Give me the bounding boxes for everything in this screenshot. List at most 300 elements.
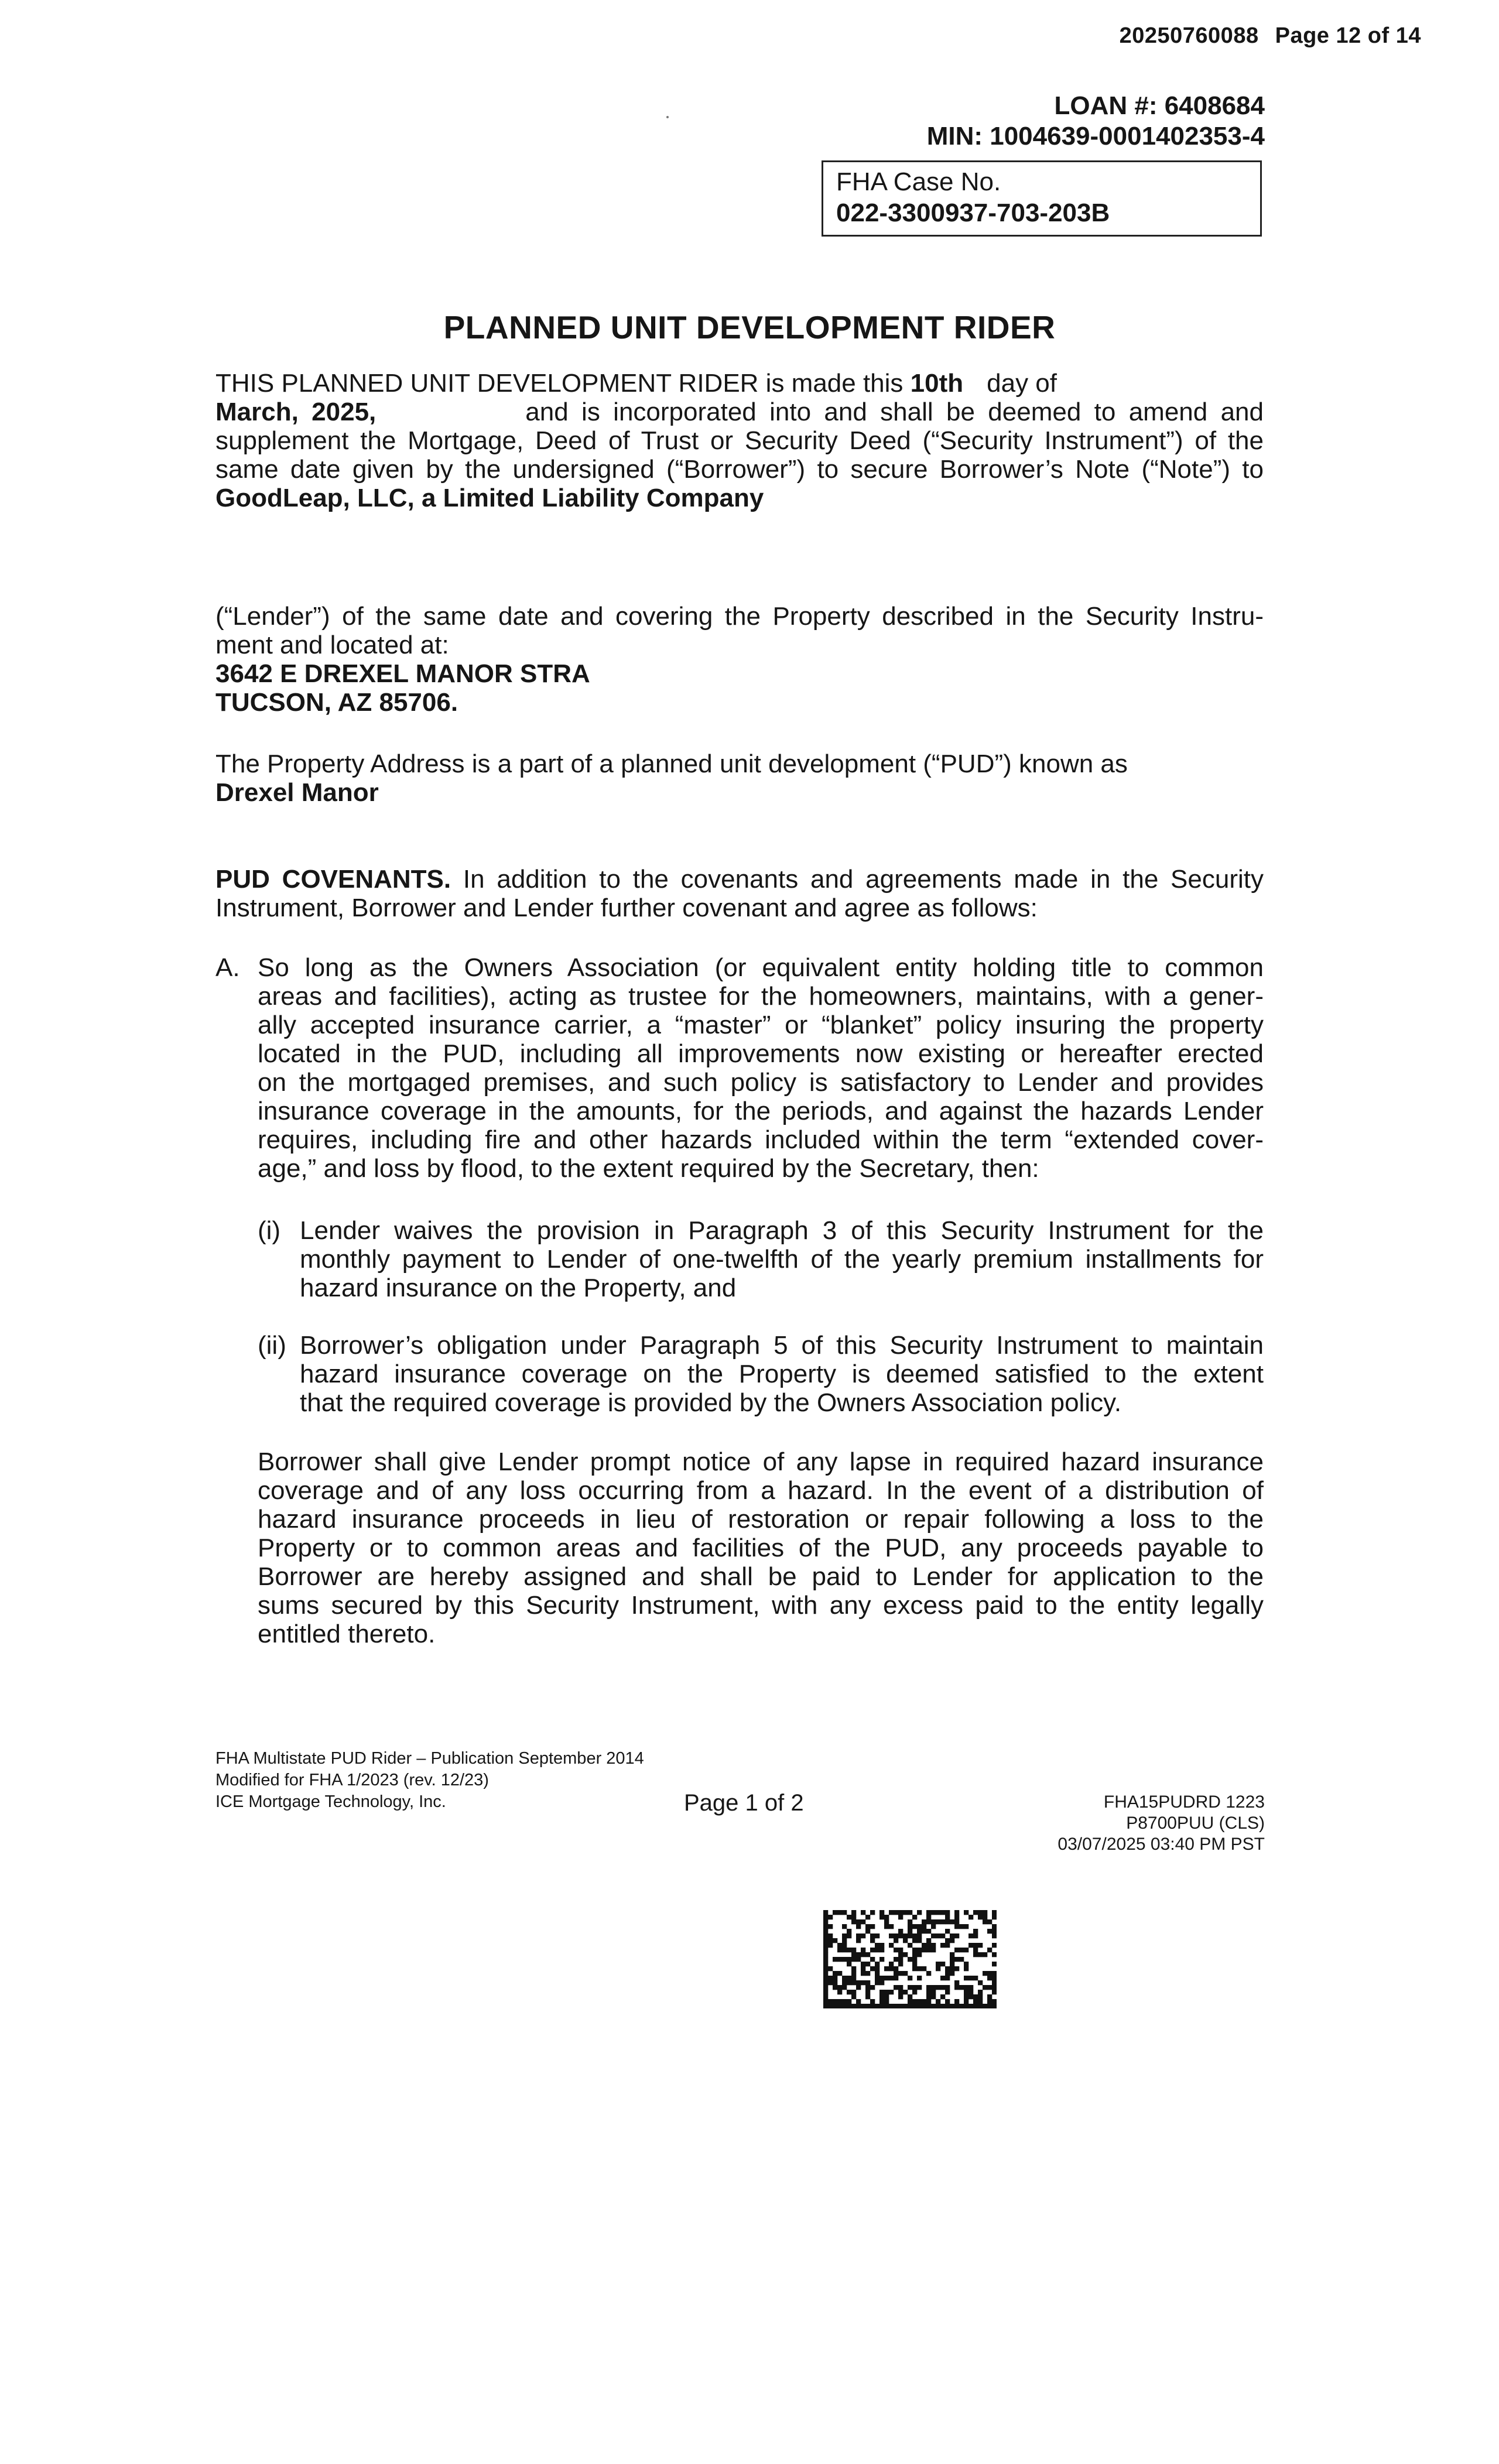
barcode-module <box>870 1957 875 1962</box>
barcode-module <box>917 1976 922 1980</box>
barcode-module <box>992 1943 997 1948</box>
barcode-module <box>987 1999 992 2004</box>
barcode-module <box>964 1985 968 1990</box>
barcode-module <box>851 1957 856 1962</box>
barcode-module <box>917 1929 922 1933</box>
barcode-module <box>889 1962 894 1966</box>
barcode-module <box>992 1999 997 2004</box>
barcode-module <box>950 1933 954 1938</box>
barcode-module <box>926 1999 931 2004</box>
fha-case-label: FHA Case No. <box>836 167 1001 196</box>
barcode-module <box>936 1999 940 2004</box>
barcode-module <box>865 1915 870 1919</box>
barcode-module <box>922 1929 926 1933</box>
scan-speck <box>666 116 669 118</box>
fha-case-number: 022-3300937-703-203B <box>836 199 1110 227</box>
barcode-module <box>945 1943 950 1948</box>
barcode-module <box>940 1919 945 1924</box>
barcode-module <box>968 1943 973 1948</box>
barcode-module <box>926 1919 931 1924</box>
intro-text-a: THIS PLANNED UNIT DEVELOPMENT RIDER is made this <box>215 369 911 398</box>
barcode-module <box>875 1943 879 1948</box>
barcode-module <box>856 1980 861 1985</box>
intro-paragraph <box>215 369 1264 512</box>
barcode-module <box>978 1943 983 1948</box>
barcode-module <box>861 1971 865 1976</box>
notice-paragraph <box>258 1447 1264 1648</box>
barcode-module <box>964 1999 968 2004</box>
barcode-module <box>968 2004 973 2008</box>
barcode-module <box>978 1994 983 1999</box>
barcode-module <box>851 1915 856 1919</box>
barcode-module <box>992 1933 997 1938</box>
barcode-module <box>992 1952 997 1957</box>
barcode-module <box>894 2004 898 2008</box>
barcode-module <box>823 1957 828 1962</box>
barcode-module <box>894 1976 898 1980</box>
barcode-module <box>964 1962 968 1966</box>
barcode-module <box>950 1919 954 1924</box>
barcode-module <box>875 1948 879 1952</box>
barcode-module <box>903 1933 908 1938</box>
barcode-module <box>945 1990 950 1994</box>
barcode-module <box>828 1924 833 1929</box>
barcode-module <box>912 1966 917 1971</box>
barcode-module <box>945 1929 950 1933</box>
barcode-module <box>973 1952 978 1957</box>
barcode-module <box>983 1915 987 1919</box>
barcode-module <box>889 2004 894 2008</box>
barcode-module <box>964 2004 968 2008</box>
barcode-module <box>950 1952 954 1957</box>
property-address-line-2: TUCSON, AZ 85706. <box>215 688 458 717</box>
barcode-module <box>940 1910 945 1915</box>
barcode-module <box>973 1910 978 1915</box>
barcode-module <box>973 1976 978 1980</box>
barcode-module <box>828 1999 833 2004</box>
barcode-module <box>912 2004 917 2008</box>
section-a-line: insurance coverage in the amounts, for the periods, and against the hazards Lender <box>258 1097 1264 1125</box>
barcode-module <box>945 1919 950 1924</box>
intro-line-3: supplement the Mortgage, Deed of Trust or Security Deed (“Security Instrument”) of the <box>215 426 1264 455</box>
barcode-module <box>861 1919 865 1924</box>
barcode-module <box>954 1910 959 1915</box>
document-number: 20250760088 <box>1119 23 1259 48</box>
barcode-module <box>865 1962 870 1966</box>
barcode-module <box>912 1933 917 1938</box>
barcode-module <box>912 1990 917 1994</box>
intro-date: March, 2025, <box>215 398 377 426</box>
barcode-module <box>837 1943 842 1948</box>
barcode-module <box>837 1985 842 1990</box>
lender-line-1: (“Lender”) of the same date and covering the Property described in the Security Instru- <box>215 602 1264 631</box>
covenants-line-1 <box>215 865 1264 894</box>
footer-left-line-2: Modified for FHA 1/2023 (rev. 12/23) <box>215 1771 489 1789</box>
barcode-module <box>828 1966 833 1971</box>
barcode-module <box>922 1999 926 2004</box>
barcode-module <box>992 1915 997 1919</box>
barcode-module <box>823 1980 828 1985</box>
barcode-module <box>912 1985 917 1990</box>
barcode-module <box>908 1933 912 1938</box>
barcode-module <box>875 1933 879 1938</box>
barcode-module <box>931 1919 936 1924</box>
barcode-module <box>898 1929 903 1933</box>
section-a-line: areas and facilities), acting as trustee for the homeowners, maintains, with a gener- <box>258 982 1264 1011</box>
barcode-module <box>861 1948 865 1952</box>
item-ii-marker: (ii) <box>258 1331 286 1360</box>
barcode-module <box>879 1948 884 1952</box>
barcode-module <box>987 1985 992 1990</box>
barcode-module <box>889 1933 894 1938</box>
barcode-module <box>865 1980 870 1985</box>
barcode-module <box>856 1952 861 1957</box>
barcode-module <box>987 1929 992 1933</box>
barcode-module <box>833 1985 837 1990</box>
barcode-module <box>950 1962 954 1966</box>
barcode-module <box>926 1915 931 1919</box>
barcode-module <box>917 2004 922 2008</box>
lender-paragraph <box>215 602 1264 717</box>
barcode-module <box>908 1943 912 1948</box>
barcode-module <box>992 1980 997 1985</box>
barcode-module <box>983 1952 987 1957</box>
barcode-module <box>847 1962 851 1966</box>
intro-day: 10th <box>910 369 964 398</box>
barcode-module <box>861 1962 865 1966</box>
section-a-line: requires, including fire and other hazards included within the term “extended cover- <box>258 1125 1264 1154</box>
barcode-module <box>870 1938 875 1943</box>
barcode-module <box>908 1910 912 1915</box>
barcode-module <box>884 1990 889 1994</box>
barcode-module <box>898 1985 903 1990</box>
item-i-line: Lender waives the provision in Paragraph 3 of this Security Instrument for the <box>300 1216 1264 1245</box>
barcode-module <box>973 1999 978 2004</box>
barcode-module <box>875 1962 879 1966</box>
barcode-module <box>894 1938 898 1943</box>
barcode-module <box>987 1971 992 1976</box>
barcode-module <box>861 1933 865 1938</box>
barcode-module <box>823 1962 828 1966</box>
barcode-module <box>926 1994 931 1999</box>
barcode-module <box>940 1976 945 1980</box>
barcode-module <box>842 1976 847 1980</box>
barcode-module <box>833 2004 837 2008</box>
barcode-module <box>926 1910 931 1915</box>
barcode-module <box>861 1966 865 1971</box>
barcode-module <box>898 1915 903 1919</box>
barcode-module <box>903 1938 908 1943</box>
barcode-module <box>945 1938 950 1943</box>
barcode-module <box>828 1976 833 1980</box>
barcode-module <box>945 2004 950 2008</box>
barcode-module <box>823 1994 828 1999</box>
covenants-paragraph <box>215 865 1264 922</box>
barcode-module <box>889 1943 894 1948</box>
barcode-module <box>954 1915 959 1919</box>
barcode-module <box>983 2004 987 2008</box>
barcode-module <box>964 1990 968 1994</box>
barcode-module <box>851 1994 856 1999</box>
barcode-module <box>833 1971 837 1976</box>
pud-paragraph <box>215 750 1264 807</box>
barcode-module <box>983 1910 987 1915</box>
barcode-module <box>954 1919 959 1924</box>
notice-line: Borrower shall give Lender prompt notice of any lapse in required hazard insurance <box>258 1447 1264 1476</box>
barcode-module <box>884 1924 889 1929</box>
footer-publication <box>215 1748 644 1813</box>
barcode-module <box>847 1948 851 1952</box>
barcode-module <box>908 1976 912 1980</box>
barcode-module <box>823 1929 828 1933</box>
barcode-module <box>968 1985 973 1990</box>
barcode-module <box>973 2004 978 2008</box>
barcode-module <box>833 1910 837 1915</box>
section-a-line: ally accepted insurance carrier, a “master” or “blanket” policy insuring the property <box>258 1011 1264 1039</box>
barcode-module <box>861 1980 865 1985</box>
footer-left-line-3: ICE Mortgage Technology, Inc. <box>215 1792 446 1811</box>
barcode-module <box>917 1938 922 1943</box>
barcode-module <box>931 1910 936 1915</box>
barcode-module <box>870 1985 875 1990</box>
page-indicator: Page 12 of 14 <box>1275 23 1421 48</box>
section-a-line: So long as the Owners Association (or equivalent entity holding title to common <box>258 953 1264 982</box>
item-i-line: monthly payment to Lender of one-twelfth of the yearly premium installments for <box>300 1245 1264 1274</box>
barcode-module <box>931 1990 936 1994</box>
barcode-module <box>964 1966 968 1971</box>
barcode-module <box>978 1952 983 1957</box>
barcode-module <box>842 1924 847 1929</box>
barcode-module <box>992 1990 997 1994</box>
barcode-module <box>964 1948 968 1952</box>
barcode-module <box>837 1999 842 2004</box>
barcode-module <box>828 1933 833 1938</box>
barcode-module <box>912 1999 917 2004</box>
barcode-module <box>823 1971 828 1976</box>
barcode-module <box>917 1948 922 1952</box>
barcode-module <box>912 1948 917 1952</box>
footer-right-line-1: FHA15PUDRD 1223 <box>1103 1792 1265 1812</box>
section-a-line: on the mortgaged premises, and such policy is satisfactory to Lender and provides <box>258 1068 1264 1097</box>
barcode-module <box>917 1999 922 2004</box>
barcode-module <box>847 1929 851 1933</box>
barcode-module <box>847 1976 851 1980</box>
barcode-module <box>973 1929 978 1933</box>
barcode-module <box>889 1910 894 1915</box>
barcode-module <box>847 1933 851 1938</box>
barcode-module <box>992 1962 997 1966</box>
item-i-text <box>300 1216 1264 1302</box>
barcode-module <box>875 1980 879 1985</box>
barcode-module <box>870 1948 875 1952</box>
barcode-module <box>973 1948 978 1952</box>
barcode-module <box>964 1910 968 1915</box>
barcode-module <box>851 1966 856 1971</box>
barcode-module <box>870 1924 875 1929</box>
barcode-module <box>954 1985 959 1990</box>
barcode-module <box>954 1966 959 1971</box>
barcode-module <box>945 1971 950 1976</box>
barcode-module <box>865 1994 870 1999</box>
barcode-module <box>823 1985 828 1990</box>
barcode-module <box>898 2004 903 2008</box>
barcode-module <box>879 1957 884 1962</box>
lender-line-2: ment and located at: <box>215 631 449 659</box>
barcode-module <box>931 1943 936 1948</box>
barcode-module <box>968 1976 973 1980</box>
section-a-line: age,” and loss by flood, to the extent required by the Secretary, then: <box>258 1154 1039 1183</box>
barcode-module <box>884 1999 889 2004</box>
intro-line-1 <box>215 369 1264 398</box>
barcode-module <box>992 1976 997 1980</box>
barcode-module <box>842 1980 847 1985</box>
barcode-module <box>828 1980 833 1985</box>
barcode-module <box>912 1915 917 1919</box>
barcode-module <box>884 1966 889 1971</box>
barcode-module <box>968 1990 973 1994</box>
footer-form-codes <box>1057 1792 1265 1855</box>
barcode-module <box>879 1910 884 1915</box>
barcode-module <box>823 1915 828 1919</box>
barcode-module <box>847 1957 851 1962</box>
notice-line: sums secured by this Security Instrument, with any excess paid to the entity legally <box>258 1591 1264 1620</box>
barcode-module <box>884 1976 889 1980</box>
barcode-module <box>945 1910 950 1915</box>
barcode-module <box>898 1933 903 1938</box>
barcode-module <box>926 1990 931 1994</box>
barcode-module <box>936 1985 940 1990</box>
barcode-module <box>894 1910 898 1915</box>
item-i-marker: (i) <box>258 1216 281 1245</box>
barcode-module <box>842 1999 847 2004</box>
intro-line-4: same date given by the undersigned (“Borrower”) to secure Borrower’s Note (“Note”) to <box>215 455 1264 484</box>
barcode-module <box>823 1976 828 1980</box>
barcode-module <box>917 1924 922 1929</box>
barcode-module <box>917 1952 922 1957</box>
barcode-module <box>922 1966 926 1971</box>
barcode-module <box>898 1957 903 1962</box>
barcode-module <box>908 1994 912 1999</box>
barcode-module <box>875 1971 879 1976</box>
barcode-module <box>931 1948 936 1952</box>
barcode-module <box>847 2004 851 2008</box>
barcode-module <box>926 1938 931 1943</box>
barcode-module <box>851 1976 856 1980</box>
barcode-module <box>903 1910 908 1915</box>
barcode-module <box>950 1971 954 1976</box>
notice-line: coverage and of any loss occurring from a hazard. In the event of a distribution of <box>258 1476 1264 1505</box>
barcode-module <box>894 1971 898 1976</box>
barcode-module <box>992 2004 997 2008</box>
barcode-module <box>861 1952 865 1957</box>
barcode-module <box>865 2004 870 2008</box>
barcode-module <box>908 1929 912 1933</box>
covenants-line-2: Instrument, Borrower and Lender further covenant and agree as follows: <box>215 894 1038 922</box>
barcode-module <box>851 1919 856 1924</box>
barcode-module <box>903 1971 908 1976</box>
intro-text-b: day of <box>987 369 1057 398</box>
barcode-module <box>978 1910 983 1915</box>
covenants-text-1: In addition to the covenants and agreements made in the Security <box>451 865 1264 894</box>
barcode-module <box>879 1994 884 1999</box>
barcode-module <box>842 1910 847 1915</box>
barcode-module <box>912 1952 917 1957</box>
barcode-module <box>898 1910 903 1915</box>
barcode-module <box>847 1980 851 1985</box>
notice-line: Borrower are hereby assigned and shall be paid to Lender for application to the <box>258 1562 1264 1591</box>
barcode-module <box>889 1976 894 1980</box>
barcode-module <box>894 1948 898 1952</box>
barcode-module <box>945 1915 950 1919</box>
barcode-module <box>851 1948 856 1952</box>
barcode-module <box>865 1952 870 1957</box>
barcode-module <box>945 1976 950 1980</box>
barcode-module <box>936 1919 940 1924</box>
barcode-module <box>954 1980 959 1985</box>
barcode-module <box>931 1985 936 1990</box>
lender-name: GoodLeap, LLC, a Limited Liability Company <box>215 484 764 512</box>
barcode-module <box>903 2004 908 2008</box>
barcode-module <box>856 1999 861 2004</box>
barcode-module <box>823 1943 828 1948</box>
barcode-module <box>954 2004 959 2008</box>
barcode-module <box>879 2004 884 2008</box>
barcode-module <box>992 1929 997 1933</box>
footer-right-line-2: P8700PUU (CLS) <box>1126 1813 1265 1833</box>
barcode-module <box>856 1933 861 1938</box>
barcode-module <box>870 1966 875 1971</box>
barcode-module <box>823 1924 828 1929</box>
barcode-module <box>936 1962 940 1966</box>
barcode-module <box>823 1910 828 1915</box>
barcode-module <box>945 1999 950 2004</box>
barcode-module <box>828 2004 833 2008</box>
barcode-module <box>898 1952 903 1957</box>
barcode-module <box>903 1990 908 1994</box>
barcode-module <box>950 1957 954 1962</box>
barcode-module <box>936 1966 940 1971</box>
barcode-module <box>879 1999 884 2004</box>
barcode-module <box>833 1938 837 1943</box>
notice-line: hazard insurance proceeds in lieu of restoration or repair following a loss to the <box>258 1505 1264 1534</box>
barcode-module <box>856 1957 861 1962</box>
barcode-module <box>898 1971 903 1976</box>
footer-left-line-1: FHA Multistate PUD Rider – Publication September 2014 <box>215 1749 644 1768</box>
barcode-module <box>926 1929 931 1933</box>
barcode-module <box>945 1985 950 1990</box>
barcode-module <box>973 1994 978 1999</box>
barcode-module <box>823 2004 828 2008</box>
section-a-line: located in the PUD, including all improvements now existing or hereafter erected <box>258 1039 1264 1068</box>
datamatrix-barcode <box>823 1910 997 2008</box>
section-a-text <box>258 953 1264 1183</box>
document-id <box>1120 23 1421 49</box>
barcode-module <box>894 1957 898 1962</box>
barcode-module <box>917 1933 922 1938</box>
barcode-module <box>870 1999 875 2004</box>
barcode-module <box>842 1943 847 1948</box>
barcode-module <box>931 1924 936 1929</box>
barcode-module <box>875 1976 879 1980</box>
section-a-marker: A. <box>215 953 240 982</box>
barcode-module <box>856 1919 861 1924</box>
barcode-module <box>828 1943 833 1948</box>
barcode-module <box>959 1948 964 1952</box>
barcode-module <box>922 1948 926 1952</box>
barcode-module <box>954 1924 959 1929</box>
pud-name: Drexel Manor <box>215 778 379 807</box>
barcode-module <box>833 1980 837 1985</box>
